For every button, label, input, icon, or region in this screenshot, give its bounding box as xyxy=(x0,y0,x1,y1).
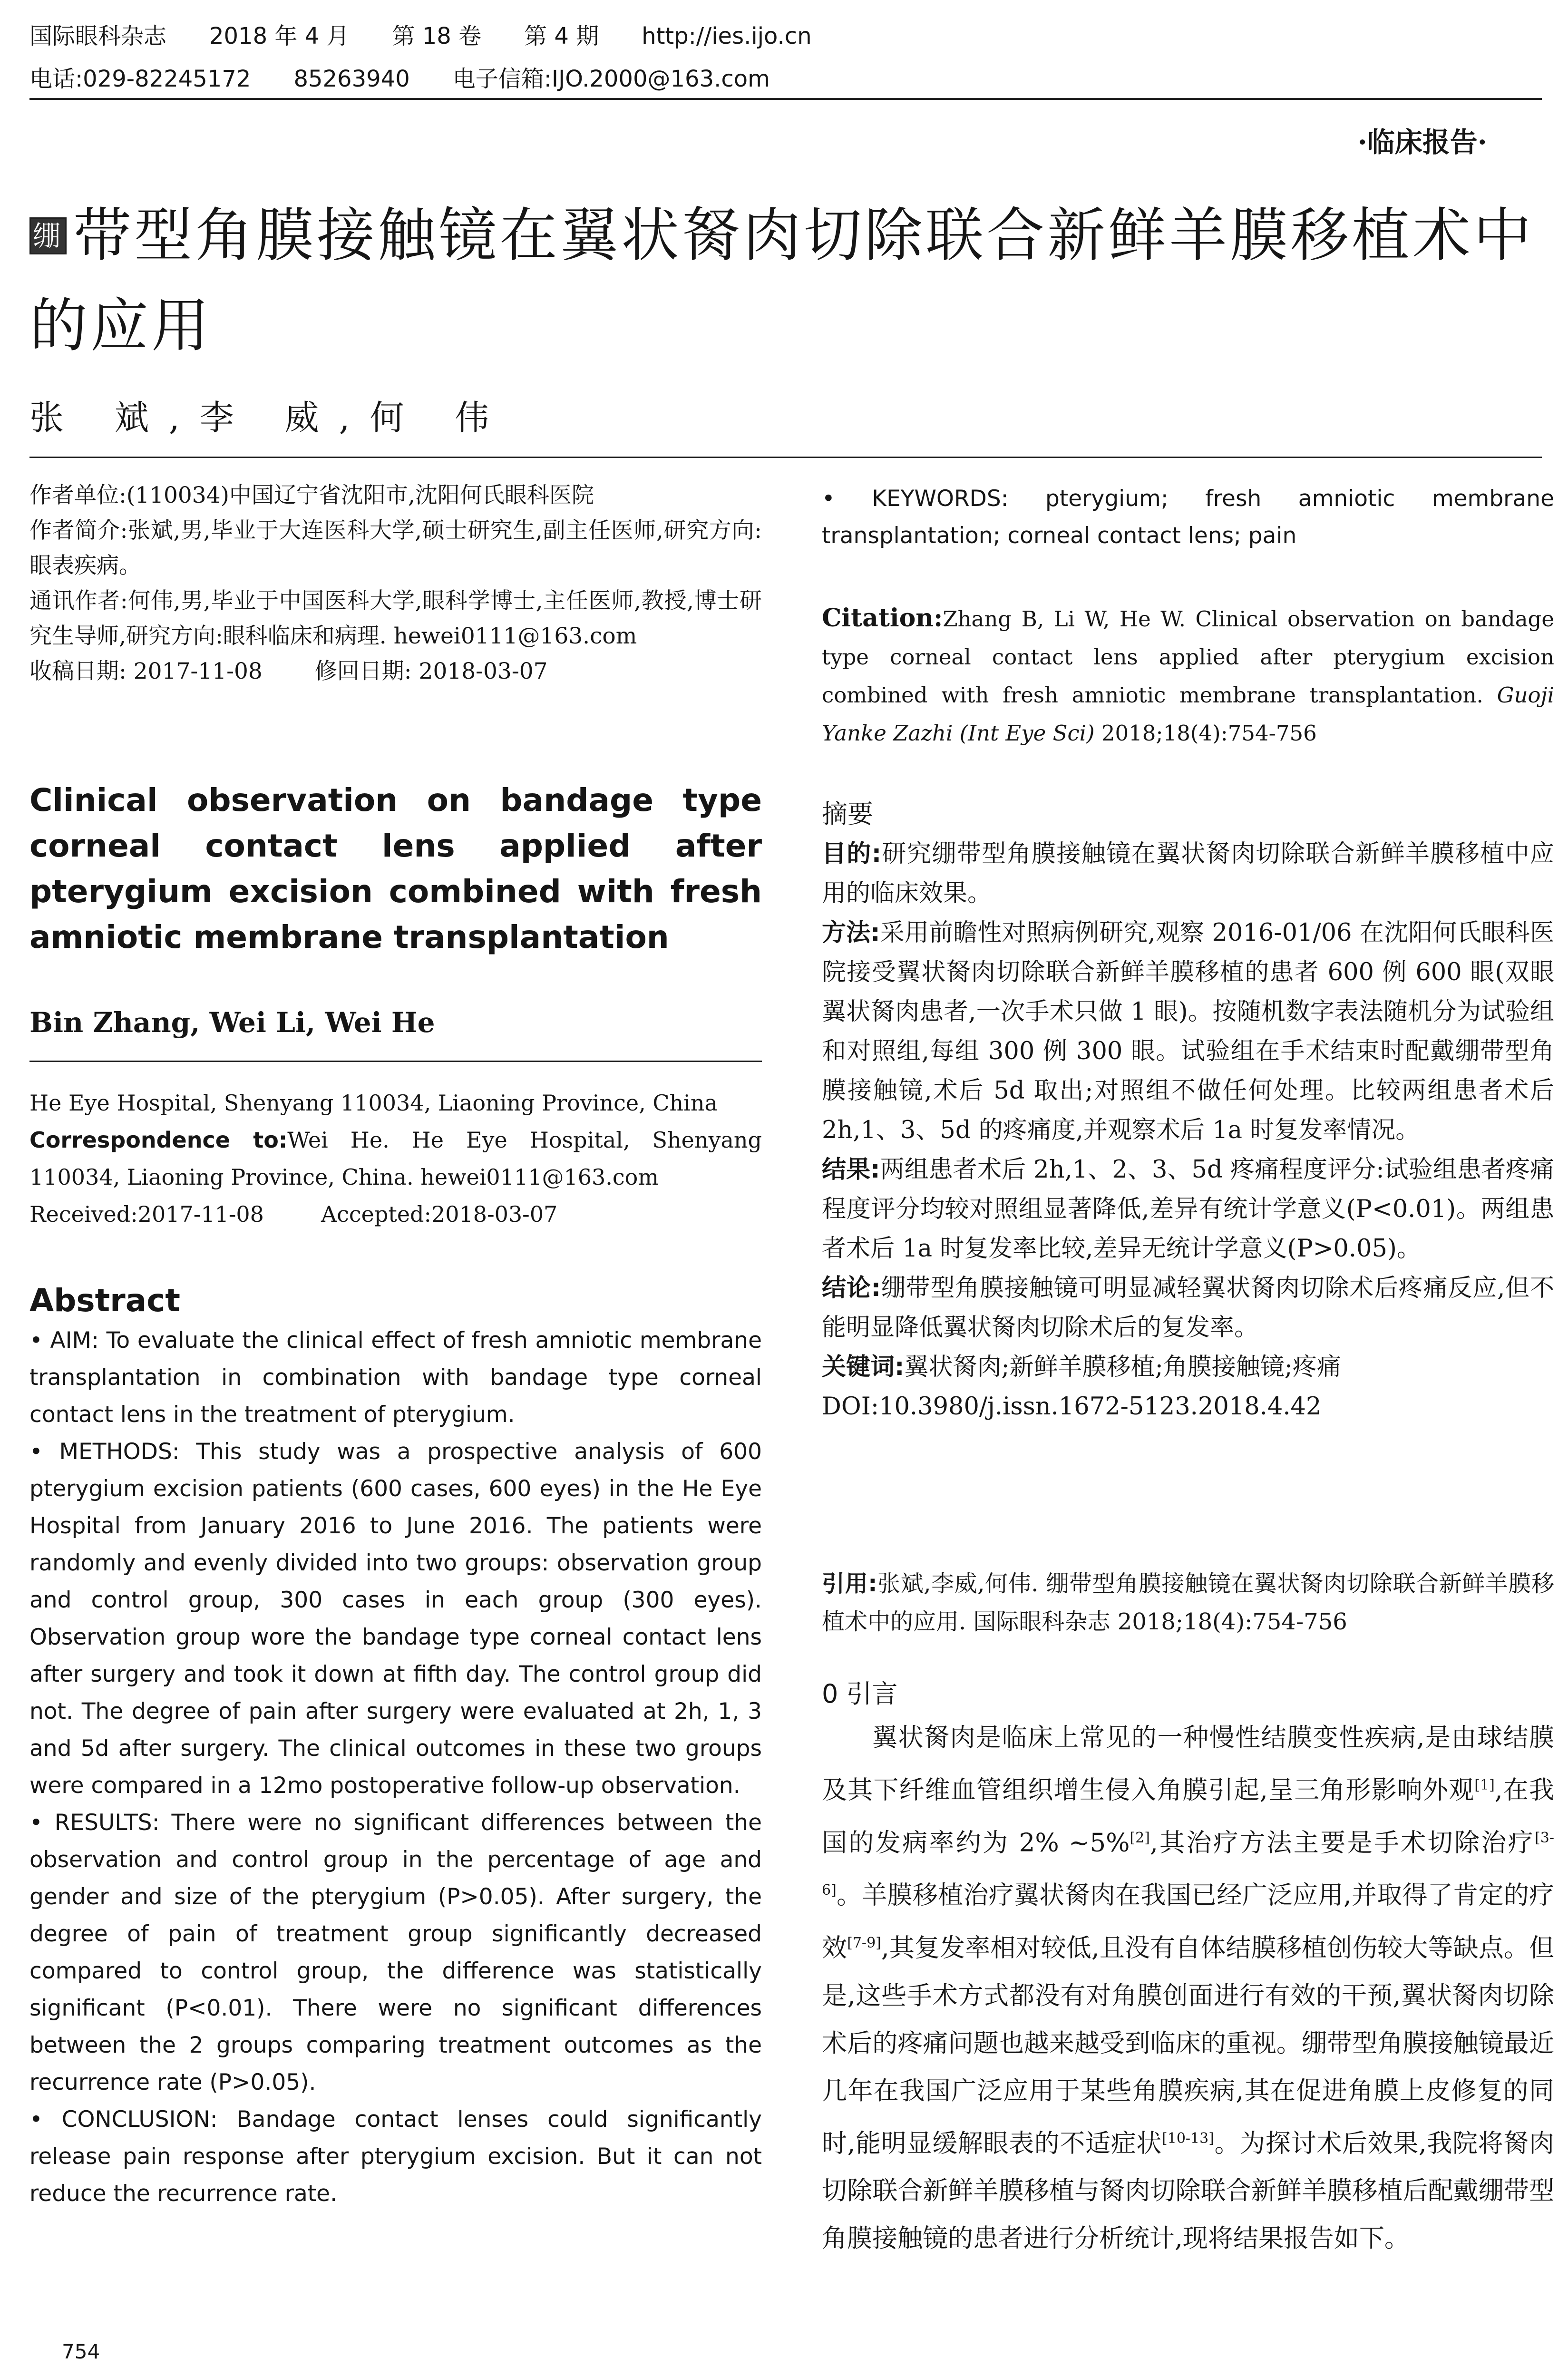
citation-cn-label: 引用: xyxy=(822,1570,877,1597)
abstract-cn-conclusion xyxy=(822,1268,1554,1347)
results-text: 两组患者术后 2h,1、2、3、5d 疼痛程度评分:试验组患者疼痛程度评分均较对照组显著降低,差异有统计学意义(P<0.01)。两组患者术后 1a 时复发率比较,差异无统计学意义(P>0.05)。 xyxy=(822,1156,1554,1263)
intro-text-4: 。羊膜移植治疗翼状胬肉在我国已经广泛应用,并取得了肯定的疗效 xyxy=(822,1880,1554,1963)
abstract-cn-aim xyxy=(822,834,1554,913)
aim-text: 研究绷带型角膜接触镜在翼状胬肉切除联合新鲜羊膜移植中应用的临床效果。 xyxy=(822,840,1554,907)
english-authors: Bin Zhang, Wei Li, Wei He xyxy=(29,1006,435,1039)
abstract-cn-methods xyxy=(822,913,1554,1150)
methods-text: 采用前瞻性对照病例研究,观察 2016-01/06 在沈阳何氏眼科医院接受翼状胬肉切除联合新鲜羊膜移植的患者 600 例 600 眼(双眼翼状胬肉患者,一次手术只做 1 眼)。按随机数字表法随机分为试验组和对照组,每组 300 例 300 眼。试验组在手术结束时配戴绷带型角膜接触镜,术后 5d 取出;对照组不做任何处理。比较两组患者术后 2h,1、3、5d 的疼痛度,并观察术后 1a 时复发率情况。 xyxy=(822,919,1554,1144)
citation-label: Citation: xyxy=(822,604,943,633)
conclusion-text: 绷带型角膜接触镜可明显减轻翼状胬肉切除术后疼痛反应,但不能明显降低翼状胬肉切除术后的复发率。 xyxy=(822,1274,1554,1342)
abstract-cn xyxy=(822,794,1554,1426)
intro-text-2: ,在我国的发病率约为 2% ~5% xyxy=(822,1775,1554,1858)
intro-paragraph xyxy=(822,1714,1554,2262)
intro-heading: 0 引言 xyxy=(822,1679,898,1709)
ref-2[interactable]: [2] xyxy=(1130,1829,1150,1846)
hospital-en: He Eye Hospital, Shenyang 110034, Liaoning Province, China xyxy=(29,1090,718,1116)
author-bio: 作者简介:张斌,男,毕业于大连医科大学,硕士研究生,副主任医师,研究方向:眼表疾病。 xyxy=(29,517,762,579)
citation-cn-text: 张斌,李威,何伟. 绷带型角膜接触镜在翼状胬肉切除联合新鲜羊膜移植术中的应用. 国际眼科杂志 2018;18(4):754-756 xyxy=(822,1570,1554,1635)
section-tag: ·临床报告· xyxy=(1357,126,1487,158)
correspondence-en xyxy=(29,1121,762,1196)
dates-cn xyxy=(29,654,762,689)
citation-journal: Guoji Yanke Zazhi (Int Eye Sci) xyxy=(822,682,1554,746)
authors-cn: 张 斌,李 威,何 伟 xyxy=(29,398,509,438)
introduction xyxy=(822,1674,1554,2262)
journal-email[interactable]: 电子信箱:IJO.2000@163.com xyxy=(452,66,770,92)
aim-label: 目的: xyxy=(822,840,882,868)
abstract-heading: Abstract xyxy=(29,1282,180,1319)
issue-date: 2018 年 4 月 xyxy=(209,23,350,49)
correspondence-text: Wei He. He Eye Hospital, Shenyang 110034, Liaoning Province, China. hewei0111@163.com xyxy=(29,1127,762,1190)
phone2: 85263940 xyxy=(293,66,410,92)
journal-url[interactable]: http://ies.ijo.cn xyxy=(642,23,812,49)
doi[interactable]: DOI:10.3980/j.issn.1672-5123.2018.4.42 xyxy=(822,1393,1322,1421)
abstract-en xyxy=(29,1279,762,2212)
citation-text: Zhang B, Li W, He W. Clinical observation on bandage type corneal contact lens applied after pterygium excision combined with fresh amniotic membrane transplantation. xyxy=(822,606,1554,708)
running-header-line2 xyxy=(29,65,813,93)
affiliation-unit: 作者单位:(110034)中国辽宁省沈阳市,沈阳何氏眼科医院 xyxy=(29,482,594,508)
citation-tail: 2018;18(4):754-756 xyxy=(1094,721,1317,746)
affiliation-cn xyxy=(29,478,762,689)
keywords-text: 翼状胬肉;新鲜羊膜移植;角膜接触镜;疼痛 xyxy=(904,1353,1341,1381)
ref-1[interactable]: [1] xyxy=(1474,1777,1495,1793)
authors-rule xyxy=(29,1061,762,1062)
page-number: 754 xyxy=(62,2340,100,2363)
article-title-text: 带型角膜接触镜在翼状胬肉切除联合新鲜羊膜移植术中的应用 xyxy=(29,202,1534,360)
journal-name: 国际眼科杂志 xyxy=(29,23,167,49)
ref-3[interactable]: [3-6] xyxy=(822,1829,1554,1899)
accepted-en: Accepted:2018-03-07 xyxy=(321,1201,558,1227)
received-cn: 收稿日期: 2017-11-08 xyxy=(29,658,263,684)
running-header-line1 xyxy=(29,22,855,50)
results-label: 结果: xyxy=(822,1156,880,1184)
intro-text-3: ,其治疗方法主要是手术切除治疗 xyxy=(1149,1828,1535,1858)
title-rule xyxy=(29,457,1542,458)
abstract-results: • RESULTS: There were no significant differences between the observation and control group in the percentage of age and gender and size of the pterygium (P>0.05). After surgery, the degree of pain of treatment group significantly decreased compared to control group, the difference was statistically significant (P<0.01). There were no significant differences between the 2 groups comparing treatment outcomes as the recurrence rate (P>0.05). xyxy=(29,1810,762,2095)
dates-en xyxy=(29,1196,762,1233)
methods-label: 方法: xyxy=(822,919,880,947)
intro-text-6: 。为探讨术后效果,我院将胬肉切除联合新鲜羊膜移植与胬肉切除联合新鲜羊膜移植后配戴绷带型角膜接触镜的患者进行分析统计,现将结果报告如下。 xyxy=(822,2129,1554,2253)
ref-5[interactable]: [10-13] xyxy=(1162,2130,1214,2147)
intro-text-1: 翼状胬肉是临床上常见的一种慢性结膜变性疾病,是由球结膜及其下纤维血管组织增生侵入角膜引起,呈三角形影响外观 xyxy=(822,1723,1554,1805)
revised-cn: 修回日期: 2018-03-07 xyxy=(314,658,548,684)
abstract-cn-results xyxy=(822,1150,1554,1268)
abstract-aim: • AIM: To evaluate the clinical effect of fresh amniotic membrane transplantation in combination with bandage type corneal contact lens in the treatment of pterygium. xyxy=(29,1327,762,1428)
intro-text-5: ,其复发率相对较低,且没有自体结膜移植创伤较大等缺点。但是,这些手术方式都没有对角膜创面进行有效的干预,翼状胬肉切除术后的疼痛问题也越来越受到临床的重视。绷带型角膜接触镜最近几年在我国广泛应用于某些角膜疾病,其在促进角膜上皮修复的同时,能明显缓解眼表的不适症状 xyxy=(822,1933,1555,2158)
received-en: Received:2017-11-08 xyxy=(29,1201,264,1227)
correspondence-label: Correspondence to: xyxy=(29,1127,288,1153)
abstract-cn-heading: 摘要 xyxy=(822,799,873,829)
issue: 第 4 期 xyxy=(524,23,599,49)
abstract-cn-keywords xyxy=(822,1347,1554,1387)
citation-cn xyxy=(822,1565,1554,1641)
ref-4[interactable]: [7-9] xyxy=(847,1934,881,1951)
article-title xyxy=(29,190,1542,371)
volume: 第 18 卷 xyxy=(392,23,482,49)
phone: 电话:029-82245172 xyxy=(29,66,251,92)
english-affiliation xyxy=(29,1084,762,1233)
english-title: Clinical observation on bandage type corneal contact lens applied after pterygium excision combined with fresh amniotic membrane transplantation xyxy=(29,782,762,955)
keywords-label: 关键词: xyxy=(822,1353,905,1381)
title-first-char-icon: 绷 xyxy=(29,217,67,254)
header-rule xyxy=(29,98,1542,100)
abstract-conclusion: • CONCLUSION: Bandage contact lenses could significantly release pain response after pterygium excision. But it can not reduce the recurrence rate. xyxy=(29,2106,762,2207)
corresponding-author: 通讯作者:何伟,男,毕业于中国医科大学,眼科学博士,主任医师,教授,博士研究生导师,研究方向:眼科临床和病理. hewei0111@163.com xyxy=(29,588,762,649)
abstract-methods: • METHODS: This study was a prospective analysis of 600 pterygium excision patients (600 cases, 600 eyes) in the He Eye Hospital from January 2016 to June 2016. The patients were randomly and evenly divided into two groups: observation group and control group, 300 cases in each group (300 eyes). Observation group wore the bandage type corneal contact lens after surgery and took it down at fifth day. The control group did not. The degree of pain after surgery were evaluated at 2h, 1, 3 and 5d after surgery. The clinical outcomes in these two groups were compared in a 12mo postoperative follow-up observation. xyxy=(29,1439,762,1799)
citation-en xyxy=(822,599,1554,752)
keywords-en: • KEYWORDS: pterygium; fresh amniotic membrane transplantation; corneal contact lens; pain xyxy=(822,486,1554,549)
conclusion-label: 结论: xyxy=(822,1274,881,1302)
